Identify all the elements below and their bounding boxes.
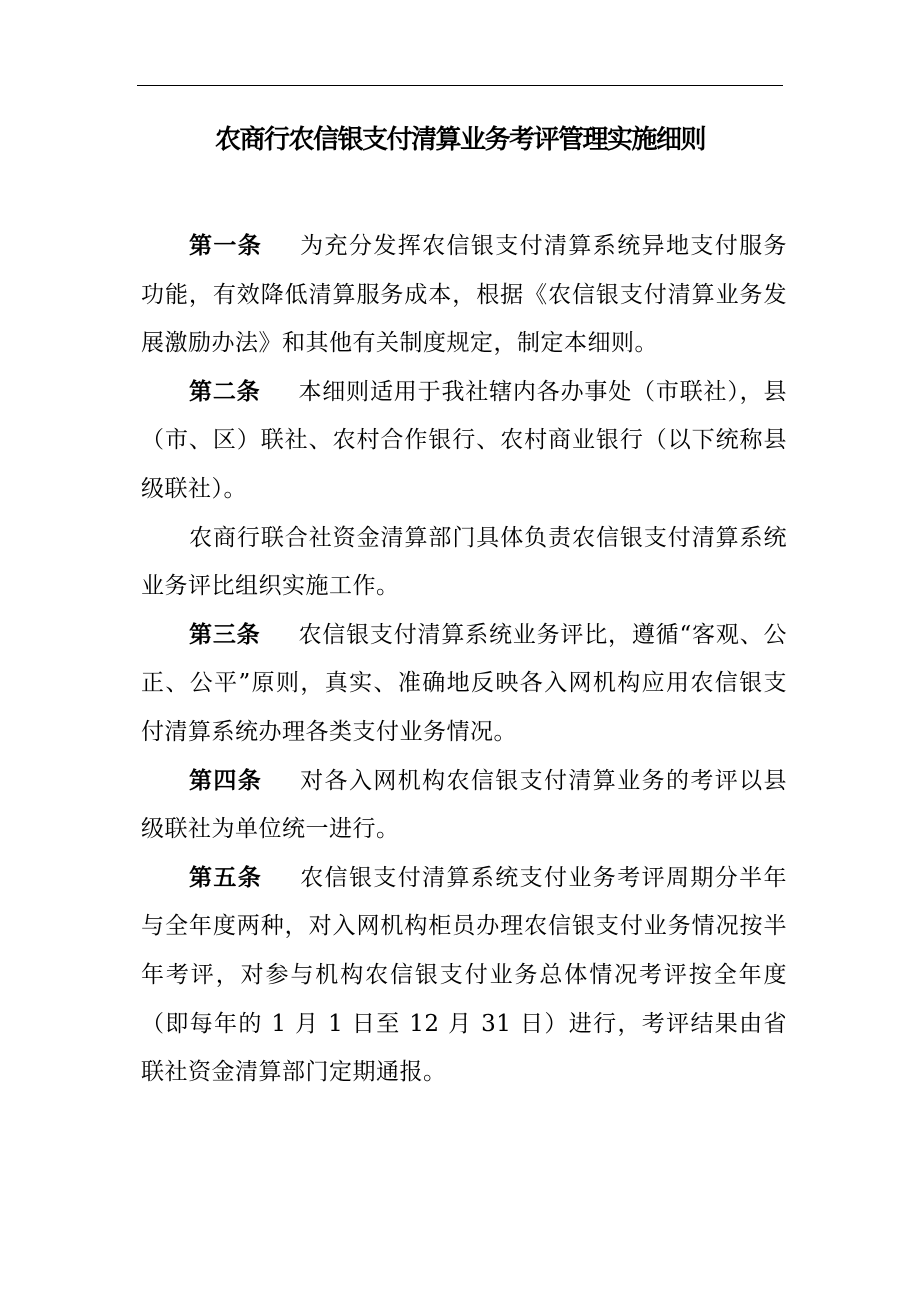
article-2: [141, 368, 787, 514]
article-text: 农信银支付清算系统支付业务考评周期分半年与全年度两种，对入网机构柜员办理农信银支付业务情况按半年考评，对参与机构农信银支付业务总体情况考评按全年度（即每年的 1 月 1 日至 12 月 31 日）进行，考评结果由省联社资金清算部门定期通报。: [141, 864, 788, 1086]
document-body: [141, 222, 787, 1097]
article-label: 第五条: [189, 863, 263, 891]
article-label: 第一条: [189, 232, 263, 259]
article-text: 为充分发挥农信银支付清算系统异地支付服务功能，有效降低清算服务成本，根据《农信银支付清算业务发展激励办法》和其他有关制度规定，制定本细则。: [141, 233, 788, 357]
article-label: 第四条: [189, 766, 263, 794]
article-text: 农商行联合社资金清算部门具体负责农信银支付清算系统业务评比组织实施工作。: [141, 524, 787, 600]
article-5: [141, 854, 787, 1097]
article-4: [141, 757, 787, 854]
article-label: 第二条: [189, 377, 261, 405]
article-2-continuation: [141, 514, 787, 611]
article-text: 农信银支付清算系统业务评比，遵循“客观、公正、公平”原则，真实、准确地反映各入网机构应用农信银支付清算系统办理各类支付业务情况。: [141, 621, 788, 745]
document-title: 农商行农信银支付清算业务考评管理实施细则: [214, 125, 705, 155]
article-3: [141, 611, 787, 757]
article-1: [141, 222, 787, 368]
article-text: 对各入网机构农信银支付清算业务的考评以县级联社为单位统一进行。: [141, 767, 788, 843]
article-text: 本细则适用于我社辖内各办事处（市联社），县（市、区）联社、农村合作银行、农村商业银行（以下统称县级联社）。: [141, 378, 788, 502]
header-rule: [137, 85, 783, 86]
article-label: 第三条: [189, 620, 261, 648]
